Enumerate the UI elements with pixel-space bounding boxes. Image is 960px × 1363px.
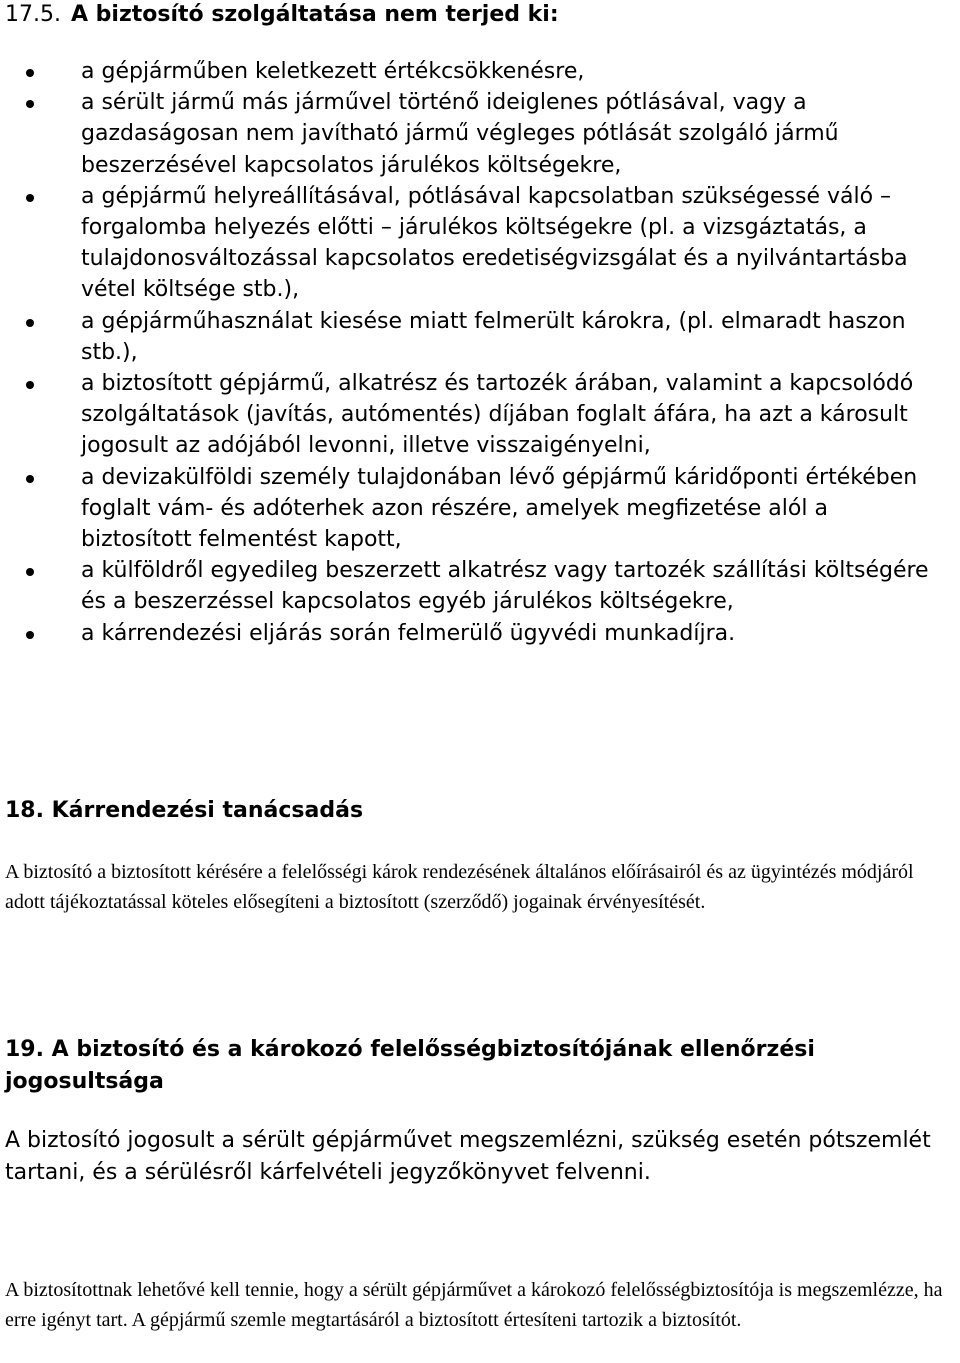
bullet-icon: [26, 475, 34, 483]
list-item: [0, 181, 960, 306]
section-number: 17.5.: [5, 2, 61, 27]
bullet-icon: [26, 100, 34, 108]
list-item: [0, 462, 960, 556]
section-title: A biztosító szolgáltatása nem terjed ki:: [70, 2, 559, 27]
bullet-icon: [26, 568, 34, 576]
list-item-text: a sérült jármű más járművel történő ideiglenes pótlásával, vagy a gazdaságosan nem javítható jármű végleges pótlását szolgáló jármű beszerzésével kapcsolatos járulékos költségekre,: [81, 90, 839, 178]
section-19-paragraph: A biztosító jogosult a sérült gépjárművet megszemlézni, szükség esetén pótszemlét tartani, és a sérülésről kárfelvételi jegyzőkönyvet felvenni.: [5, 1128, 931, 1185]
bullet-icon: [26, 381, 34, 389]
list-item-text: a biztosított gépjármű, alkatrész és tartozék árában, valamint a kapcsolódó szolgáltatások (javítás, autómentés) díjában foglalt áfára, ha azt a károsult jogosult az adójából levonni, illetve visszaigényelni,: [81, 371, 914, 459]
bullet-icon: [26, 194, 34, 202]
list-item: [0, 56, 960, 87]
exclusions-list: [0, 56, 960, 649]
list-item-text: a kárrendezési eljárás során felmerülő ügyvédi munkadíjra.: [81, 620, 736, 646]
section-19-heading: 19. A biztosító és a károkozó felelősségbiztosítójának ellenőrzési jogosultsága: [5, 1037, 815, 1094]
list-item-text: a gépjárműhasználat kiesése miatt felmerült károkra, (pl. elmaradt haszon stb.),: [81, 308, 906, 365]
list-item: [0, 618, 960, 649]
list-item-text: a gépjárműben keletkezett értékcsökkenésre,: [81, 59, 585, 84]
section-18-paragraph: A biztosító a biztosított kérésére a felelősségi károk rendezésének általános előírásairól és az ügyintézés módjáról adott tájékoztatással köteles elősegíteni a biztosított (szerződő) jogainak érvényesítését.: [5, 861, 914, 913]
list-item-text: a külföldről egyedileg beszerzett alkatrész vagy tartozék szállítási költségére és a beszerzéssel kapcsolatos egyéb járulékos költségekre,: [81, 558, 929, 615]
bullet-icon: [26, 319, 34, 327]
section-19-paragraph-2: A biztosítottnak lehetővé kell tennie, hogy a sérült gépjárművet a károkozó felelősségbiztosítója is megszemlézze, ha erre igényt tart. A gépjármű szemle megtartásáról a biztosított értesíteni tartozik a biztosítót.: [5, 1279, 943, 1331]
list-item: [0, 87, 960, 181]
list-item: [0, 368, 960, 462]
section-17-5-heading: [5, 0, 559, 30]
list-item: [0, 306, 960, 368]
bullet-icon: [26, 631, 34, 639]
list-item: [0, 555, 960, 617]
list-item-text: a gépjármű helyreállításával, pótlásával kapcsolatban szükségessé váló – forgalomba helyezés előtti – járulékos költségekre (pl. a vizsgáztatás, a tulajdonosváltozással kapcsolatos eredetiségvizsgálat és a nyilvántartásba vétel költsége stb.),: [81, 183, 908, 303]
section-18-heading: 18. Kárrendezési tanácsadás: [5, 798, 364, 823]
bullet-icon: [26, 69, 34, 77]
list-item-text: a devizakülföldi személy tulajdonában lévő gépjármű káridőponti értékében foglalt vám- és adóterhek azon részére, amelyek megfizetése alól a biztosított felmentést kapott,: [81, 464, 918, 553]
